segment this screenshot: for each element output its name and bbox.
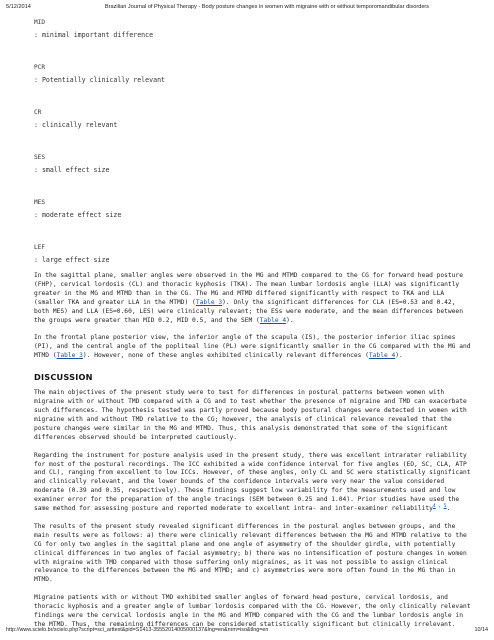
abbreviation-code: MES [34,199,46,206]
paragraph-text: ). Only the significant differences for CLA (ES=0.53 and 0.42, both MES) and LLA (ES=0.60, LES) were clinically relevant; the ESs were moderate, and the mean differences between the groups were greater than MID 0.2, MID 0.5, and the SEM ( [34,298,463,324]
page-number: 10/14 [474,627,488,633]
discussion-paragraph: The results of the present study revealed significant differences in the postural angles between groups, and the main results were as follows: a) there were clinically relevant differences between the MG and MTMD relative to the CG for only two angles in the sagittal plane and one angle of asymmetry of the shoulder girdle, with potentially clinical differences in two angles of facial asymmetry; b) there was no intensification of posture changes in women with migraine with TMD compared with those suffering only migraines, as it was not possible to assign clinical relevance to the differences between the MG and MTMD; and c) asymmetries were more often found in the MG than in MTMD. [34,522,467,584]
page-url: http://www.scielo.br/scielo.php?script=sci_arttext&pid=S1413-35552014005000137&lng=en&nrm=iso&tlng=en [6,627,269,633]
abbreviation-definition: : large effect size [34,256,110,264]
abbreviation-code: LEF [34,244,46,251]
reference-4-link[interactable]: 4 [432,503,436,509]
discussion-heading: DISCUSSION [34,372,93,383]
abbreviation-item [34,244,472,272]
abbreviation-definition: : clinically relevant [34,121,118,129]
results-frontal-paragraph [34,334,472,361]
paragraph-text: ). [286,316,294,324]
discussion-paragraph [34,452,472,514]
discussion-paragraph: The main objectives of the present study were to test for differences in postural patterns between women with migraine with or without TMD compared with a CG and to test whether the presence of migraine and TMD can exacerbate such differences. The hypothesis tested was partly proved because body postural changes were detected in women with migraine with and without TMD relative to the CG; however, the analysis of clinical relevance revealed that the posture changes were similar in the MG and MTMD. Thus, this analysis demonstrated that some of the significant differences observed should be interpreted cautiously. [34,389,467,441]
paragraph-text: . [446,505,451,513]
print-footer [6,627,488,636]
abbreviation-definition: : moderate effect size [34,211,122,219]
print-header [6,4,488,14]
abbreviation-code: MID [34,19,46,26]
print-title: Brazilian Journal of Physical Therapy - Body posture changes in women with migraine with or without temporomandibular disorders [104,4,430,10]
table-4-link[interactable]: Table 4 [368,352,396,360]
paragraph-text: ). [395,352,403,360]
paragraph-text: In the frontal plane posterior view, the inferior angle of the scapula (IS), the posterior inferior iliac spines (PI), and the central angle of the popliteal line (PL) were significantly smaller in the CG compared with the MG and MTMD ( [34,334,471,360]
discussion-paragraph: Migraine patients with or without TMD exhibited smaller angles of forward head posture, cervical lordosis, and thoracic kyphosis and a greater angle of lumbar lordosis compared with the CG. However, the only clinically relevant findings were the cervical lordosis angle in the MG and MTMD compared with the CG and the lumbar lordosis angle in the MTMD. Thus, the remaining differences can be considered statistically significant but clinically irrelevant. [34,594,471,628]
abbreviation-code: PCR [34,64,46,71]
paragraph-text: ). However, none of these angles exhibited clinically relevant differences ( [82,352,369,360]
reference-separator: , [435,503,444,509]
abbreviation-definition: : Potentially clinically relevant [34,76,166,84]
abbreviation-item [34,109,472,154]
results-sagittal-paragraph [34,272,472,325]
abbreviation-definition: : small effect size [34,166,110,174]
table-3-link[interactable]: Table 3 [195,298,223,306]
abbreviation-item [34,19,472,64]
abbreviation-code: CR [34,109,42,116]
reference-5-link[interactable]: 5 [443,503,447,509]
abbreviation-item [34,199,472,244]
print-date: 5/12/2014 [6,4,31,10]
abbreviation-item [34,154,472,199]
table-3-link[interactable]: Table 3 [56,352,83,360]
abbreviation-item [34,64,472,109]
abbreviation-definition: : minimal important difference [34,31,154,39]
table-4-link[interactable]: Table 4 [259,316,287,324]
abbreviation-code: SES [34,154,46,161]
paragraph-text: Regarding the instrument for posture analysis used in the present study, there was excellent intrarater reliability for most of the postural recordings. The ICC exhibited a wide confidence interval for five angles (EO, SC, CLA, ATP and CL), ranging from excellent to low ICCs. However, of these angles, only CL and SC were statistically significant and clinically relevant, and the lower bounds of the confidence intervals were very near the value considered moderate (0.39 and 0.35, respectively). These findings suggest low variability for the measurements used and low examiner error for the preparation of the angle tracings (SEM between 0.25 and 1.04). Prior studies have used the same method for assessing posture and reported moderate to excellent intra- and inter-examiner reliability [34,451,471,513]
paragraph-text: In the sagittal plane, smaller angles were observed in the MG and MTMD compared to the CG for forward head posture (FHP), cervical lordosis (CL) and thoracic kyphosis (TKA). The mean lumbar lordosis angle (LLA) was significantly greater in the MG and MTMD than in the CG. The MG and MTMD differed significantly with respect to TKA and LLA (smaller TKA and greater LLA in the MTMD) ( [34,272,463,306]
article-content [34,19,472,639]
